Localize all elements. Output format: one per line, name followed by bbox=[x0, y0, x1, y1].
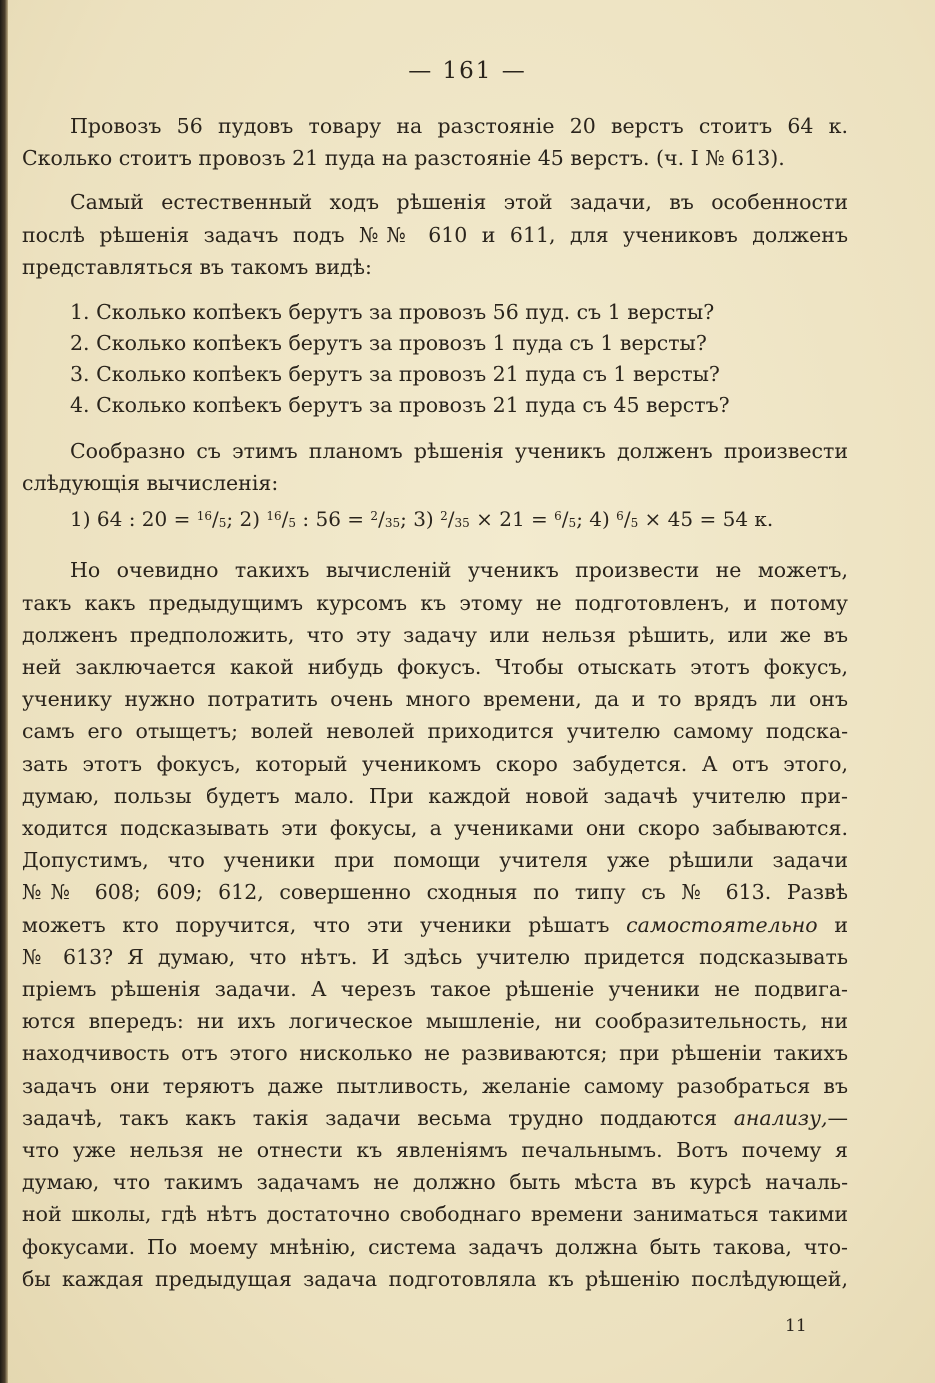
text-line: находчивость отъ этого нисколько не развиваются; при рѣшеніи такихъ bbox=[22, 1041, 848, 1066]
calc-text: : 56 = bbox=[296, 507, 371, 532]
paragraph-problem bbox=[22, 110, 848, 174]
list-item: 4. Сколько копѣекъ берутъ за провозъ 21 пуда съ 45 верстъ? bbox=[70, 393, 730, 418]
text-line: зать этотъ фокусъ, который ученикомъ скоро забудется. А отъ этого, bbox=[22, 751, 848, 776]
paragraph-approach bbox=[22, 186, 848, 283]
text-line: бы каждая предыдущая задача подготовляла къ рѣшенію послѣдующей, bbox=[22, 1266, 848, 1291]
list-item: 1. Сколько копѣекъ берутъ за провозъ 56 пуд. съ 1 версты? bbox=[70, 300, 715, 325]
text-line: такъ какъ предыдущимъ курсомъ къ этому не подготовленъ, и потому bbox=[22, 590, 848, 615]
text-line: ней заключается какой нибудь фокусъ. Чтобы отыскать этотъ фокусъ, bbox=[22, 655, 848, 680]
text-line: ной школы, гдѣ нѣтъ достаточно свободнаго времени заниматься такими bbox=[22, 1202, 848, 1227]
list-item: 3. Сколько копѣекъ берутъ за провозъ 21 пуда съ 1 версты? bbox=[70, 362, 720, 387]
page-body bbox=[22, 110, 848, 1295]
fraction-numerator: 2 bbox=[440, 509, 448, 524]
text-line: Сколько стоитъ провозъ 21 пуда на разстояніе 45 верстъ. (ч. I № 613). bbox=[22, 146, 785, 171]
calculation-line: 1) 64 : $20 = ^{16}/_5$; 2) $^{16}/_5$ : $56 = ^2/_{35}$; 3) $^2/_{35} \times 21 = ^6/_5$; 4) $^6/_5 \times 45 = 54$ к. bbox=[70, 507, 774, 532]
text-line: Сообразно съ этимъ планомъ рѣшенія ученикъ долженъ произвести bbox=[70, 439, 848, 464]
calc-text: 1) 64 : 20 = bbox=[70, 507, 197, 532]
text-line: Но очевидно такихъ вычисленій ученикъ произвести не можетъ, bbox=[70, 558, 848, 583]
text-line: слѣдующія вычисленія: bbox=[22, 471, 279, 496]
text-line: думаю, что такимъ задачамъ не должно быть мѣста въ курсѣ началь- bbox=[22, 1170, 848, 1195]
paragraph-plan bbox=[22, 435, 848, 499]
fraction-numerator: 6 bbox=[616, 509, 624, 524]
fraction-numerator: 6 bbox=[554, 509, 562, 524]
text-line: ются впередъ: ни ихъ логическое мышленіе, ни сообразительность, ни bbox=[22, 1009, 848, 1034]
calc-text: × 21 = bbox=[469, 507, 555, 532]
text-line: Провозъ 56 пудовъ товару на разстояніе 20 верстъ стоитъ 64 к. bbox=[70, 114, 848, 138]
text-line: послѣ рѣшенія задачъ подъ №№ 610 и 611, для учениковъ долженъ bbox=[22, 222, 848, 247]
fraction-denominator: 5 bbox=[630, 516, 639, 531]
text-segment: задачѣ, такъ какъ такія задачи весьма трудно поддаются bbox=[22, 1105, 734, 1130]
fraction-denominator: 35 bbox=[454, 516, 470, 531]
calc-text: ; 4) bbox=[576, 507, 617, 532]
calc-text: ; 2) bbox=[226, 507, 267, 532]
fraction-denominator: 5 bbox=[568, 516, 577, 531]
text-line: № 613? Я думаю, что нѣтъ. И здѣсь учителю придется подсказывать bbox=[22, 944, 848, 969]
text-segment: — bbox=[827, 1105, 848, 1130]
page-number: — 161 — bbox=[408, 58, 527, 84]
text-line: №№ 608; 609; 612, совершенно сходныя по типу съ № 613. Развѣ bbox=[22, 880, 848, 905]
text-line: самъ его отыщетъ; волей неволей приходится учителю самому подска- bbox=[22, 719, 848, 744]
text-segment: можетъ кто поручится, что эти ученики рѣшатъ bbox=[22, 912, 627, 937]
italic-emphasis: самостоятельно bbox=[626, 912, 818, 937]
fraction-numerator: 16 bbox=[196, 509, 212, 524]
fraction-numerator: 2 bbox=[370, 509, 379, 524]
text-line: что уже нельзя не отнести къ явленіямъ печальнымъ. Вотъ почему я bbox=[22, 1138, 848, 1163]
text-segment: и bbox=[817, 912, 848, 937]
calc-text: ; 3) bbox=[400, 507, 441, 532]
paragraph-discussion bbox=[22, 554, 848, 1295]
fraction-numerator: 16 bbox=[266, 509, 282, 524]
text-line: ученику нужно потратить очень много времени, да и то врядъ ли онъ bbox=[22, 687, 848, 712]
italic-emphasis: анализу, bbox=[733, 1105, 828, 1130]
text-line: пріемъ рѣшенія задачи. А черезъ такое рѣшеніе ученики не подвига- bbox=[22, 977, 848, 1002]
text-line: фокусами. По моему мнѣнію, система задачъ должна быть такова, что- bbox=[22, 1234, 848, 1259]
fraction-denominator: 35 bbox=[384, 516, 401, 531]
text-line-with-italic bbox=[22, 1102, 848, 1134]
text-line: ходится подсказывать эти фокусы, а учениками они скоро забываются. bbox=[22, 816, 848, 841]
text-line: Допустимъ, что ученики при помощи учителя уже рѣшили задачи bbox=[22, 848, 848, 873]
text-line: Самый естественный ходъ рѣшенія этой задачи, въ особенности bbox=[70, 190, 848, 215]
signature-mark: 11 bbox=[785, 1316, 807, 1336]
fraction-denominator: 5 bbox=[218, 516, 227, 531]
book-binding-edge bbox=[0, 0, 8, 1383]
text-line-with-italic bbox=[22, 909, 848, 941]
question-list bbox=[22, 297, 848, 421]
calc-text: × 45 = 54 к. bbox=[638, 507, 774, 532]
fraction-denominator: 5 bbox=[288, 516, 297, 531]
text-line: долженъ предположить, что эту задачу или нельзя рѣшить, или же въ bbox=[22, 622, 848, 647]
text-line: думаю, пользы будетъ мало. При каждой новой задачѣ учителю при- bbox=[22, 783, 848, 808]
text-line: представляться въ такомъ видѣ: bbox=[22, 254, 372, 279]
list-item: 2. Сколько копѣекъ берутъ за провозъ 1 пуда съ 1 версты? bbox=[70, 331, 707, 356]
text-line: задачъ они теряютъ даже пытливость, желаніе самому разобраться въ bbox=[22, 1073, 848, 1098]
